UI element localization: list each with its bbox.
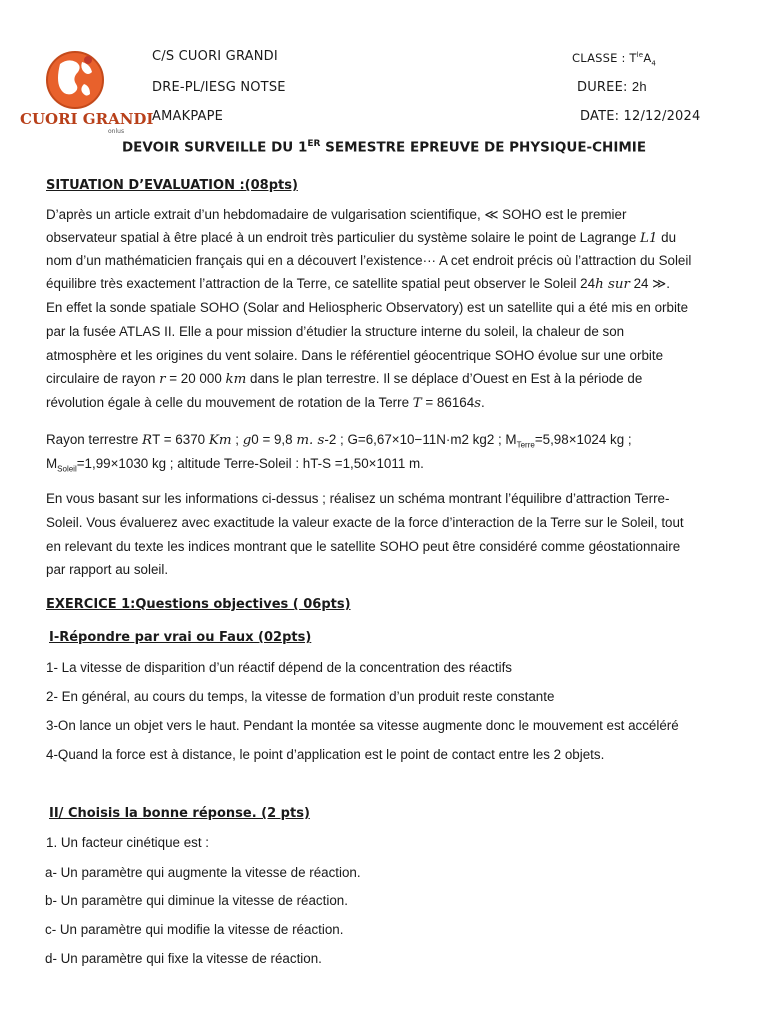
classe-tail: A: [643, 51, 652, 65]
classe-sup: le: [636, 51, 644, 60]
situation-line-6: par la fusée ATLAS II. Elle a pour mission d’étudier la structure interne du soleil, la chaleur de son: [46, 324, 625, 339]
dre-label: DRE-PL/IESG NOTSE: [152, 80, 286, 95]
qcm-question: 1. Un facteur cinétique est :: [46, 835, 210, 850]
d1a: Rayon terrestre: [46, 432, 143, 447]
d2a: M: [46, 456, 58, 471]
page-title: [0, 139, 768, 156]
s-l8a: circulaire de rayon: [46, 371, 160, 386]
title-pre: DEVOIR SURVEILLE DU 1: [121, 139, 308, 156]
qcm-option-b: b- Un paramètre qui diminue la vitesse de réaction.: [45, 893, 348, 908]
s-l2c: du: [657, 230, 677, 245]
s-l2a: observateur spatial à être placé à un endroit très particulier du système solaire le point de Lagrange: [46, 230, 640, 245]
situation-line-3: nom d’un mathématicien français qui en a découvert l’existence··· A cet endroit précis où l’attraction du Soleil: [46, 253, 692, 268]
d2c: =1,99×1030 kg ; altitude Terre-Soleil : hT-S =1,50×1011 m.: [76, 456, 424, 471]
classe-sub: 4: [651, 59, 657, 68]
school-logo: [20, 44, 154, 135]
d1f: g: [242, 433, 252, 448]
title-sup: ER: [307, 139, 321, 149]
s-l4a: équilibre très exactement l’attraction de la Terre, ce satellite spatial peut observer le Soleil 24: [46, 276, 596, 291]
task-line-3: en relevant du texte les indices montrant que le satellite SOHO peut être considéré comme géostationnaire: [46, 539, 681, 554]
s-l8e: dans le plan terrestre. Il se déplace d’Ouest en Est à la période de: [246, 371, 643, 386]
data-line-2: [46, 456, 424, 474]
task-line-1: En vous basant sur les informations ci-dessus ; réalisez un schéma montrant l’équilibre d’attraction Terre-: [46, 491, 670, 506]
d1b: R: [142, 433, 153, 448]
classe-label: [572, 51, 656, 67]
duree-value: 2h: [631, 79, 647, 94]
vf-item-3: 3-On lance un objet vers le haut. Pendant la montée sa vitesse augmente donc le mouvement est accéléré: [46, 718, 679, 733]
d1d: Km: [208, 433, 232, 448]
d1h: m. s: [296, 433, 325, 448]
d1g: 0 = 9,8: [251, 432, 297, 447]
s-l9b: T: [412, 396, 422, 411]
situation-line-8: [46, 371, 642, 387]
task-line-2: Soleil. Vous évaluerez avec exactitude la valeur exacte de la force d’interaction de la Terre sur le Soleil, tout: [46, 515, 684, 530]
d2b: Soleil: [57, 464, 77, 474]
duree-label: [577, 79, 647, 95]
title-post: SEMESTRE EPREUVE DE PHYSIQUE-CHIMIE: [320, 139, 647, 156]
exercice1-heading: EXERCICE 1:Questions objectives ( 06pts): [46, 597, 351, 612]
place-label: AMAKPAPE: [152, 109, 224, 124]
school-name: C/S CUORI GRANDI: [152, 49, 278, 64]
part1-heading: I-Répondre par vrai ou Faux (02pts): [49, 630, 312, 645]
vf-item-4: 4-Quand la force est à distance, le point d’application est le point de contact entre les 2 objets.: [46, 747, 605, 762]
d1c: T = 6370: [152, 432, 209, 447]
d1k: =5,98×1024 kg ;: [534, 432, 632, 447]
situation-heading: SITUATION D’EVALUATION :(08pts): [46, 178, 298, 193]
s-l9d: s: [474, 396, 482, 411]
part2-heading: II/ Choisis la bonne réponse. (2 pts): [49, 806, 310, 821]
situation-line-7: atmosphère et les origines du vent solaire. Dans le référentiel géocentrique SOHO évolue sur une orbite: [46, 348, 664, 363]
s-l9c: = 86164: [421, 395, 475, 410]
situation-line-5: En effet la sonde spatiale SOHO (Solar and Heliospheric Observatory) est un satellite qui a été mis en orbite: [46, 300, 689, 315]
task-line-4: par rapport au soleil.: [46, 562, 169, 577]
logo-subtext: onlus: [108, 128, 125, 135]
d1j: Terre: [516, 440, 535, 450]
qcm-option-d: d- Un paramètre qui fixe la vitesse de réaction.: [45, 951, 322, 966]
situation-line-9: [46, 395, 485, 411]
data-line-1: [46, 432, 632, 450]
qcm-option-a: a- Un paramètre qui augmente la vitesse de réaction.: [45, 865, 361, 880]
s-l4c: 24 ≫.: [629, 276, 670, 291]
s-l9e: .: [481, 395, 485, 410]
s-l2b: L1: [640, 231, 658, 246]
vf-item-1: 1- La vitesse de disparition d’un réactif dépend de la concentration des réactifs: [46, 660, 512, 675]
vf-item-2: 2- En général, au cours du temps, la vitesse de formation d’un produit reste constante: [46, 689, 555, 704]
situation-line-2: [46, 230, 676, 246]
situation-line-4: [46, 276, 670, 292]
s-l4b: h sur: [595, 277, 630, 292]
date-label: DATE: 12/12/2024: [580, 109, 701, 124]
situation-line-1: D’après un article extrait d’un hebdomadaire de vulgarisation scientifique, ≪ SOHO est le premier: [46, 207, 627, 222]
d1e: ;: [231, 432, 243, 447]
logo-text: CUORI GRANDI: [20, 110, 154, 128]
s-l8c: = 20 000: [165, 371, 226, 386]
classe-text: CLASSE : T: [572, 51, 637, 65]
s-l8d: km: [225, 372, 247, 387]
duree-text: DUREE:: [577, 80, 628, 95]
s-l8b: r: [159, 372, 166, 387]
qcm-option-c: c- Un paramètre qui modifie la vitesse de réaction.: [45, 922, 344, 937]
s-l9a: révolution égale à celle du mouvement de rotation de la Terre: [46, 395, 413, 410]
d1i: -2 ; G=6,67×10−11N·m2 kg2 ; M: [324, 432, 517, 447]
